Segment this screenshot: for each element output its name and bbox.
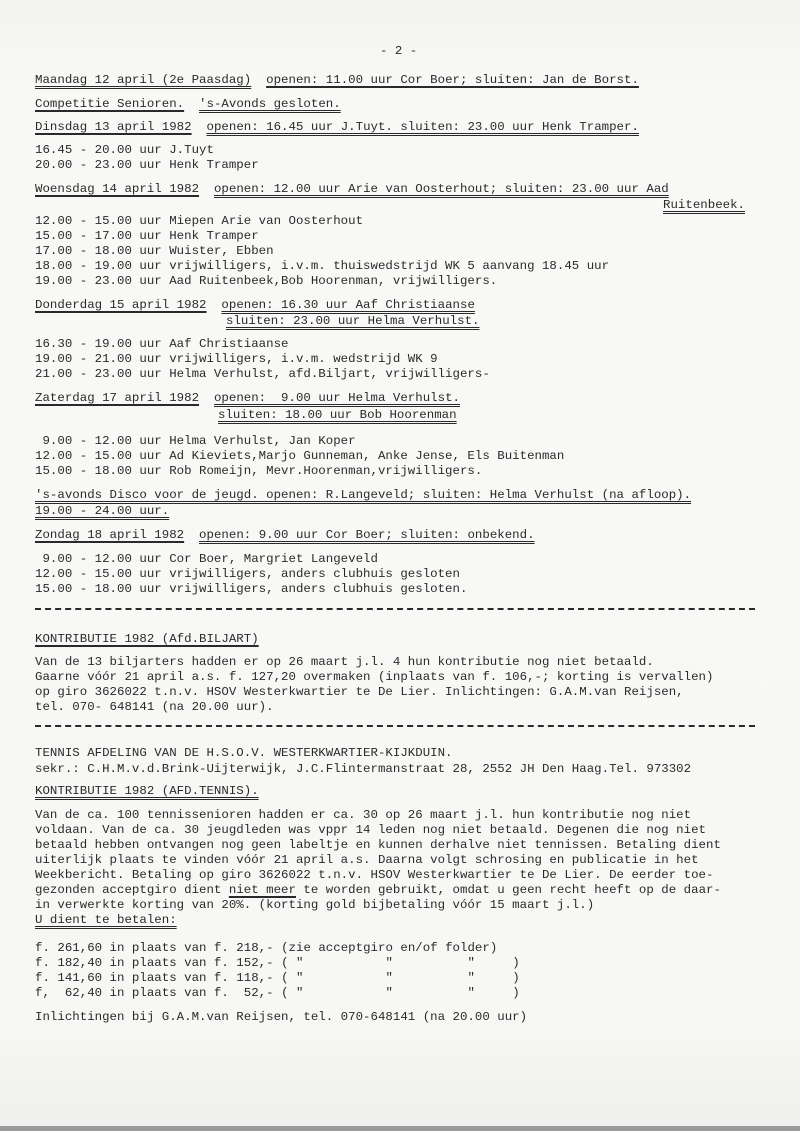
- pay-heading: [35, 913, 177, 928]
- brace-open: (: [281, 941, 289, 955]
- schedule-slot: 16.30 - 19.00 uur Aaf Christiaanse: [35, 337, 289, 351]
- tennis-org-line: TENNIS AFDELING VAN DE H.S.O.V. WESTERKWARTIER-KIJKDUIN.: [35, 746, 453, 760]
- text-segment: te worden gebruikt, omdat u geen recht heeft op de daar-: [295, 883, 721, 897]
- schedule-slot: 9.00 - 12.00 uur Cor Boer, Margriet Langeveld: [35, 552, 378, 566]
- brace-close: ): [489, 941, 498, 955]
- biljart-title: [35, 632, 259, 647]
- disco-hours: 19.00 - 24.00 uur.: [35, 504, 170, 518]
- schedule-slot: 12.00 - 15.00 uur vrijwilligers, anders clubhuis gesloten: [35, 567, 460, 581]
- brace-close: ): [512, 956, 520, 970]
- thursday-closer: sluiten: 23.00 uur Helma Verhulst.: [226, 314, 480, 328]
- schedule-slot: 12.00 - 15.00 uur Miepen Arie van Oosterhout: [35, 214, 364, 228]
- section-divider: [35, 608, 755, 610]
- disco-line: [35, 488, 691, 503]
- sunday-hours: openen: 9.00 uur Cor Boer; sluiten: onbekend.: [199, 528, 535, 542]
- tennis-paragraph-line: uiterlijk plaats te vinden vóór 21 april a.s. Daarna volgt schrosing en publicatie in het: [35, 853, 699, 867]
- tennis-secretary-line: sekr.: C.H.M.v.d.Brink-Uijterwijk, J.C.Flintermanstraat 28, 2552 JH Den Haag.Tel. 973302: [35, 762, 692, 776]
- brace-open: (: [281, 971, 289, 985]
- sunday-heading: [35, 528, 535, 543]
- disco-time: [35, 504, 169, 519]
- tennis-paragraph-line: voldaan. Van de ca. 30 jeugdleden was vppr 14 leden nog niet betaald. Degenen die nog niet: [35, 823, 707, 837]
- evening-closed-note: 's-Avonds gesloten.: [199, 97, 341, 111]
- tennis-paragraph-line: Weekbericht. Betaling op giro 3626022 t.n.v. HSOV Westerkwartier te De Lier. De eerder toe-: [35, 868, 714, 882]
- saturday-hours: openen: 9.00 uur Helma Verhulst.: [213, 391, 460, 405]
- disco-announcement: 's-avonds Disco voor de jeugd. openen: R.Langeveld; sluiten: Helma Verhulst (na afloop).: [35, 488, 692, 502]
- schedule-slot: 9.00 - 12.00 uur Helma Verhulst, Jan Koper: [35, 434, 356, 448]
- tuesday-hours: openen: 16.45 uur J.Tuyt. sluiten: 23.00 uur Henk Tramper.: [206, 120, 639, 134]
- payment-note: " " ": [296, 956, 475, 970]
- schedule-slot: 15.00 - 18.00 uur vrijwilligers, anders clubhuis gesloten.: [35, 582, 468, 596]
- thursday-heading: [35, 298, 475, 313]
- payment-note: " " ": [296, 971, 475, 985]
- biljart-line: op giro 3626022 t.n.v. HSOV Westerkwartier te De Lier. Inlichtingen: G.A.M.van Reijsen,: [35, 685, 684, 699]
- tuesday-day: Dinsdag 13 april 1982: [35, 120, 192, 134]
- page-edge: [0, 1126, 800, 1131]
- wednesday-closer: Ruitenbeek.: [663, 198, 746, 212]
- monday-day: Maandag 12 april (2e Paasdag): [35, 73, 252, 87]
- sunday-day: Zondag 18 april 1982: [35, 528, 185, 542]
- wednesday-hours: openen: 12.00 uur Arie van Oosterhout; sluiten: 23.00 uur Aad: [213, 182, 669, 196]
- schedule-slot: 15.00 - 17.00 uur Henk Tramper: [35, 229, 259, 243]
- monday-heading: [35, 73, 639, 88]
- schedule-slot: 17.00 - 18.00 uur Wuister, Ebben: [35, 244, 274, 258]
- payment-row: [35, 941, 497, 956]
- payment-row: [35, 956, 520, 971]
- monday-hours: openen: 11.00 uur Cor Boer; sluiten: Jan de Borst.: [266, 73, 639, 87]
- saturday-closer: sluiten: 18.00 uur Bob Hoorenman: [218, 408, 457, 422]
- tennis-info-line: Inlichtingen bij G.A.M.van Reijsen, tel. 070-648141 (na 20.00 uur): [35, 1010, 528, 1024]
- pay-heading-text: U dient te betalen:: [35, 913, 177, 927]
- payment-row: [35, 986, 520, 1001]
- wednesday-heading-cont: [663, 198, 745, 213]
- biljart-line: tel. 070- 648141 (na 20.00 uur).: [35, 700, 274, 714]
- tuesday-heading: [35, 120, 639, 135]
- tennis-title: [35, 784, 259, 799]
- payment-amount: f. 182,40 in plaats van f. 152,-: [35, 956, 274, 970]
- emphasis-niet-meer: niet meer: [228, 883, 296, 897]
- payment-amount: f, 62,40 in plaats van f. 52,-: [35, 986, 274, 1000]
- brace-open: (: [281, 986, 289, 1000]
- tennis-paragraph-line: betaald hebben ontvangen nog geen labeltje en kunnen derhalve niet tennissen. Betaling dient: [35, 838, 721, 852]
- payment-note: " " ": [296, 986, 475, 1000]
- tennis-heading: KONTRIBUTIE 1982 (AFD.TENNIS).: [35, 784, 259, 798]
- brace-close: ): [512, 971, 520, 985]
- tennis-paragraph-line: Van de ca. 100 tennissenioren hadden er ca. 30 op 26 maart j.l. hun kontributie nog niet: [35, 808, 692, 822]
- payment-amount: f. 141,60 in plaats van f. 118,-: [35, 971, 274, 985]
- wednesday-heading: [35, 182, 669, 197]
- monday-note: [35, 97, 341, 112]
- schedule-slot: 16.45 - 20.00 uur J.Tuyt: [35, 143, 214, 157]
- schedule-slot: 20.00 - 23.00 uur Henk Tramper: [35, 158, 259, 172]
- payment-note: zie acceptgiro en/of folder: [288, 941, 490, 955]
- thursday-heading-cont: [226, 314, 480, 329]
- tennis-paragraph-line: [35, 883, 721, 898]
- text-segment: gezonden acceptgiro dient: [35, 883, 229, 897]
- saturday-day: Zaterdag 17 april 1982: [35, 391, 200, 405]
- saturday-heading-cont: [218, 408, 457, 423]
- schedule-slot: 12.00 - 15.00 uur Ad Kieviets,Marjo Gunneman, Anke Jense, Els Buitenman: [35, 449, 565, 463]
- schedule-slot: 19.00 - 21.00 uur vrijwilligers, i.v.m. wedstrijd WK 9: [35, 352, 438, 366]
- saturday-heading: [35, 391, 460, 406]
- schedule-slot: 21.00 - 23.00 uur Helma Verhulst, afd.Biljart, vrijwilligers-: [35, 367, 490, 381]
- schedule-slot: 19.00 - 23.00 uur Aad Ruitenbeek,Bob Hoorenman, vrijwilligers.: [35, 274, 498, 288]
- tennis-paragraph-line: in verwerkte korting van 20%. (korting gold bijbetaling vóór 15 maart j.l.): [35, 898, 595, 912]
- payment-amount: f. 261,60 in plaats van f. 218,-: [35, 941, 274, 955]
- biljart-line: Gaarne vóór 21 april a.s. f. 127,20 overmaken (inplaats van f. 106,-; korting is vervallen): [35, 670, 714, 684]
- biljart-line: Van de 13 biljarters hadden er op 26 maart j.l. 4 hun kontributie nog niet betaald.: [35, 655, 654, 669]
- brace-open: (: [281, 956, 289, 970]
- biljart-heading: KONTRIBUTIE 1982 (Afd.BILJART): [35, 632, 259, 646]
- section-divider: [35, 725, 755, 727]
- competition-note: Competitie Senioren.: [35, 97, 185, 111]
- brace-close: ): [512, 986, 520, 1000]
- schedule-slot: 15.00 - 18.00 uur Rob Romeijn, Mevr.Hoorenman,vrijwilligers.: [35, 464, 483, 478]
- thursday-hours: openen: 16.30 uur Aaf Christiaanse: [221, 298, 475, 312]
- payment-row: [35, 971, 520, 986]
- wednesday-day: Woensdag 14 april 1982: [35, 182, 200, 196]
- page-number: - 2 -: [380, 44, 418, 58]
- schedule-slot: 18.00 - 19.00 uur vrijwilligers, i.v.m. thuiswedstrijd WK 5 aanvang 18.45 uur: [35, 259, 610, 273]
- thursday-day: Donderdag 15 april 1982: [35, 298, 207, 312]
